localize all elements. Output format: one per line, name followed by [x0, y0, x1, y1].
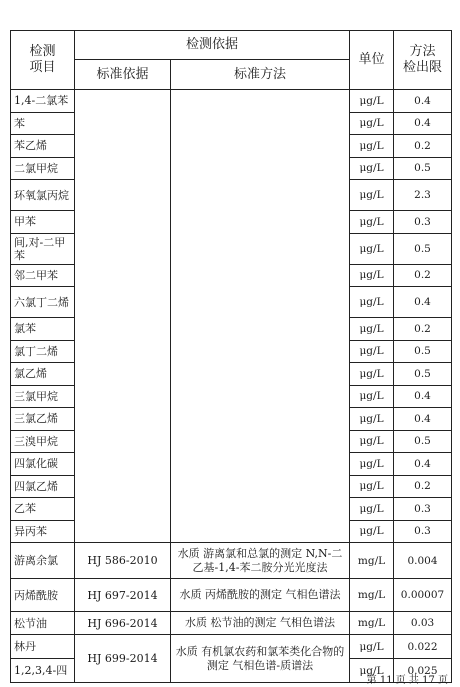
- unit: μg/L: [350, 475, 394, 498]
- item-name: 1,2,3,4-四: [11, 659, 75, 683]
- unit: μg/L: [350, 180, 394, 211]
- detection-limit: 0.03: [394, 612, 452, 635]
- detection-limit: 0.5: [394, 157, 452, 180]
- detection-limit: 0.2: [394, 264, 452, 287]
- unit: μg/L: [350, 112, 394, 135]
- detection-limit: 0.2: [394, 475, 452, 498]
- unit: μg/L: [350, 363, 394, 386]
- detection-limit: 0.4: [394, 453, 452, 476]
- std-basis-empty: [75, 90, 171, 543]
- detection-limit: 0.4: [394, 408, 452, 431]
- std-method-empty: [171, 90, 350, 543]
- unit: μg/L: [350, 90, 394, 113]
- detection-limit: 0.5: [394, 233, 452, 264]
- item-name: 环氧氯丙烷: [11, 180, 75, 211]
- item-name: 氯苯: [11, 318, 75, 341]
- voc-rows: [11, 90, 452, 543]
- item-name: 三氯乙烯: [11, 408, 75, 431]
- header-row-1: [11, 31, 452, 60]
- detection-limit: 0.2: [394, 135, 452, 158]
- unit: μg/L: [350, 233, 394, 264]
- unit: μg/L: [350, 520, 394, 543]
- unit: μg/L: [350, 408, 394, 431]
- detection-limit: 0.004: [394, 543, 452, 579]
- table-row: [11, 543, 452, 579]
- unit: μg/L: [350, 135, 394, 158]
- unit: mg/L: [350, 579, 394, 612]
- item-name: 苯乙烯: [11, 135, 75, 158]
- detection-limit: 0.4: [394, 112, 452, 135]
- unit: μg/L: [350, 157, 394, 180]
- unit: μg/L: [350, 659, 394, 683]
- item-name: 邻二甲苯: [11, 264, 75, 287]
- header-std-method: 标准方法: [171, 60, 350, 90]
- detection-limit: 0.2: [394, 318, 452, 341]
- unit: μg/L: [350, 318, 394, 341]
- item-name: 四氯化碳: [11, 453, 75, 476]
- item-name: 三溴甲烷: [11, 430, 75, 453]
- item-name: 游离余氯: [11, 543, 75, 579]
- unit: μg/L: [350, 385, 394, 408]
- std-basis: HJ 699-2014: [75, 635, 171, 683]
- unit: μg/L: [350, 498, 394, 521]
- detection-limit: 0.4: [394, 287, 452, 318]
- detection-limit: 0.3: [394, 211, 452, 234]
- std-method: 水质 松节油的测定 气相色谱法: [171, 612, 350, 635]
- std-basis: HJ 697-2014: [75, 579, 171, 612]
- header-std-basis: 标准依据: [75, 60, 171, 90]
- unit: μg/L: [350, 211, 394, 234]
- unit: mg/L: [350, 612, 394, 635]
- unit: μg/L: [350, 340, 394, 363]
- detection-limit: 0.022: [394, 635, 452, 659]
- unit: μg/L: [350, 453, 394, 476]
- std-method: 水质 游离氯和总氯的测定 N,N-二乙基-1,4-苯二胺分光光度法: [171, 543, 350, 579]
- item-name: 二氯甲烷: [11, 157, 75, 180]
- std-basis: HJ 696-2014: [75, 612, 171, 635]
- detection-limit: 0.00007: [394, 579, 452, 612]
- unit: mg/L: [350, 543, 394, 579]
- item-name: 四氯乙烯: [11, 475, 75, 498]
- item-name: 甲苯: [11, 211, 75, 234]
- item-name: 丙烯酰胺: [11, 579, 75, 612]
- std-method: 水质 丙烯酰胺的测定 气相色谱法: [171, 579, 350, 612]
- item-name: 1,4-二氯苯: [11, 90, 75, 113]
- detection-limit: 2.3: [394, 180, 452, 211]
- detection-limit: 0.5: [394, 363, 452, 386]
- header-unit: 单位: [350, 31, 394, 90]
- item-name: 林丹: [11, 635, 75, 659]
- header-limit: 方法 检出限: [394, 31, 452, 90]
- page-number: 第 11 页 共 17 页: [366, 675, 448, 686]
- item-name: 三氯甲烷: [11, 385, 75, 408]
- unit: μg/L: [350, 430, 394, 453]
- item-name: 乙苯: [11, 498, 75, 521]
- table-row: [11, 90, 452, 113]
- detection-limit: 0.5: [394, 430, 452, 453]
- item-name: 异丙苯: [11, 520, 75, 543]
- table-row: [11, 635, 452, 659]
- detection-limit: 0.5: [394, 340, 452, 363]
- detection-limit: 0.025: [394, 659, 452, 683]
- header-basis: 检测依据: [75, 31, 350, 60]
- item-name: 松节油: [11, 612, 75, 635]
- item-name: 间,对-二甲苯: [11, 233, 75, 264]
- unit: μg/L: [350, 287, 394, 318]
- unit: μg/L: [350, 635, 394, 659]
- detection-limit: 0.4: [394, 385, 452, 408]
- std-method: 水质 有机氯农药和氯苯类化合物的测定 气相色谱-质谱法: [171, 635, 350, 683]
- detection-limit: 0.3: [394, 520, 452, 543]
- item-name: 氯乙烯: [11, 363, 75, 386]
- std-basis: HJ 586-2010: [75, 543, 171, 579]
- item-name: 氯丁二烯: [11, 340, 75, 363]
- detection-limit: 0.4: [394, 90, 452, 113]
- unit: μg/L: [350, 264, 394, 287]
- detection-limit: 0.3: [394, 498, 452, 521]
- item-name: 苯: [11, 112, 75, 135]
- header-item: 检测 项目: [11, 31, 75, 90]
- table-row: [11, 579, 452, 612]
- item-name: 六氯丁二烯: [11, 287, 75, 318]
- detection-basis-table: [10, 30, 452, 683]
- table-row: [11, 612, 452, 635]
